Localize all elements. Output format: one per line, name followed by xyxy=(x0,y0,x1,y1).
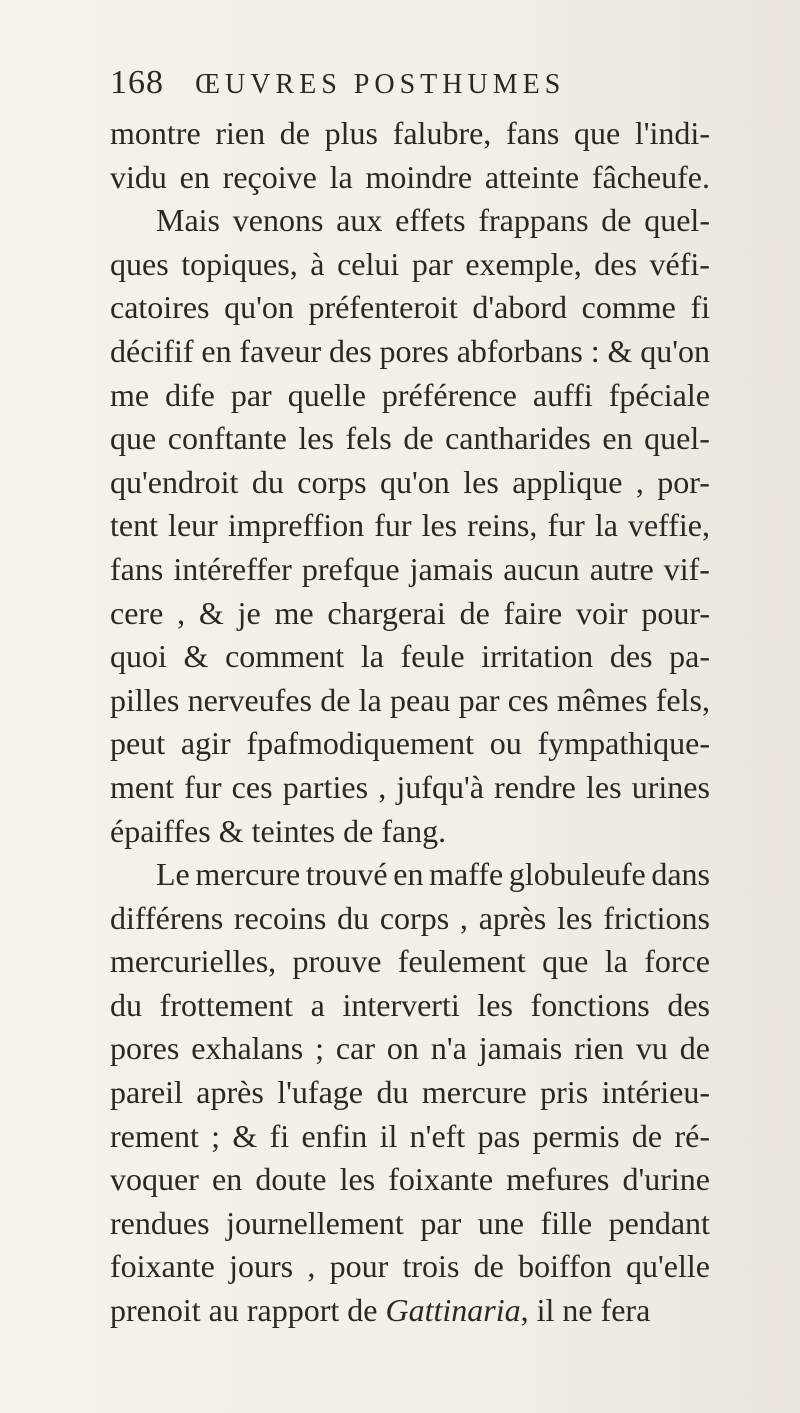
text-line: peut agir fpafmodiquement ou fympathique- xyxy=(110,725,710,762)
text-line: pareil après l'ufage du mercure pris intérieu- xyxy=(110,1074,710,1111)
page-header xyxy=(110,64,690,110)
page-number: 168 xyxy=(110,64,164,101)
text-line: pilles nerveufes de la peau par ces mêmes fels, xyxy=(110,681,710,718)
text-line: qu'endroit du corps qu'on les applique , por- xyxy=(110,463,710,500)
text-line: mercurielles, prouve feulement que la force xyxy=(110,943,710,980)
running-title: ŒUVRES POSTHUMES xyxy=(195,69,566,100)
text-line: Le mercure trouvé en maffe globuleufe dans xyxy=(156,856,710,893)
text-line: pores exhalans ; car on n'a jamais rien vu de xyxy=(110,1030,710,1067)
text-line: montre rien de plus falubre, fans que l'indi- xyxy=(110,115,710,151)
body-text xyxy=(110,112,710,1333)
text-line: décifif en faveur des pores abforbans : & qu'on xyxy=(110,332,710,369)
text-line: voquer en doute les foixante mefures d'urine xyxy=(110,1161,710,1198)
text-line: différens recoins du corps , après les frictions xyxy=(110,899,710,936)
text-line: vidu en reçoive la moindre atteinte fâcheufe. xyxy=(110,158,710,195)
text-line: catoires qu'on préfenteroit d'abord comme fi xyxy=(110,289,710,326)
text-line: fans intéreffer prefque jamais aucun autre vif- xyxy=(110,550,710,587)
text-line: rement ; & fi enfin il n'eft pas permis de ré- xyxy=(110,1117,710,1154)
text-line: du frottement a interverti les fonctions des xyxy=(110,986,710,1023)
text-line: cere , & je me chargerai de faire voir pour- xyxy=(110,594,710,631)
text-line: rendues journellement par une fille pendant xyxy=(110,1204,710,1241)
text-line: tent leur impreffion fur les reins, fur la veffie, xyxy=(110,507,710,544)
text-line: prenoit au rapport de Gattinaria , il ne fera xyxy=(110,1289,710,1333)
text-line: que conftante les fels de cantharides en quel- xyxy=(110,420,710,457)
text-line: foixante jours , pour trois de boiffon qu'elle xyxy=(110,1248,710,1285)
text-line: quoi & comment la feule irritation des pa- xyxy=(110,638,710,675)
italic-name: Gattinaria xyxy=(385,1292,521,1329)
text-line: ment fur ces parties , jufqu'à rendre les urines xyxy=(110,768,710,805)
text-line: me dife par quelle préférence auffi fpéciale xyxy=(110,376,710,413)
text-line: ques topiques, à celui par exemple, des véfi- xyxy=(110,245,710,282)
text-line: Mais venons aux effets frappans de quel- xyxy=(156,202,710,239)
text-line: épaiffes & teintes de fang. xyxy=(110,812,447,849)
